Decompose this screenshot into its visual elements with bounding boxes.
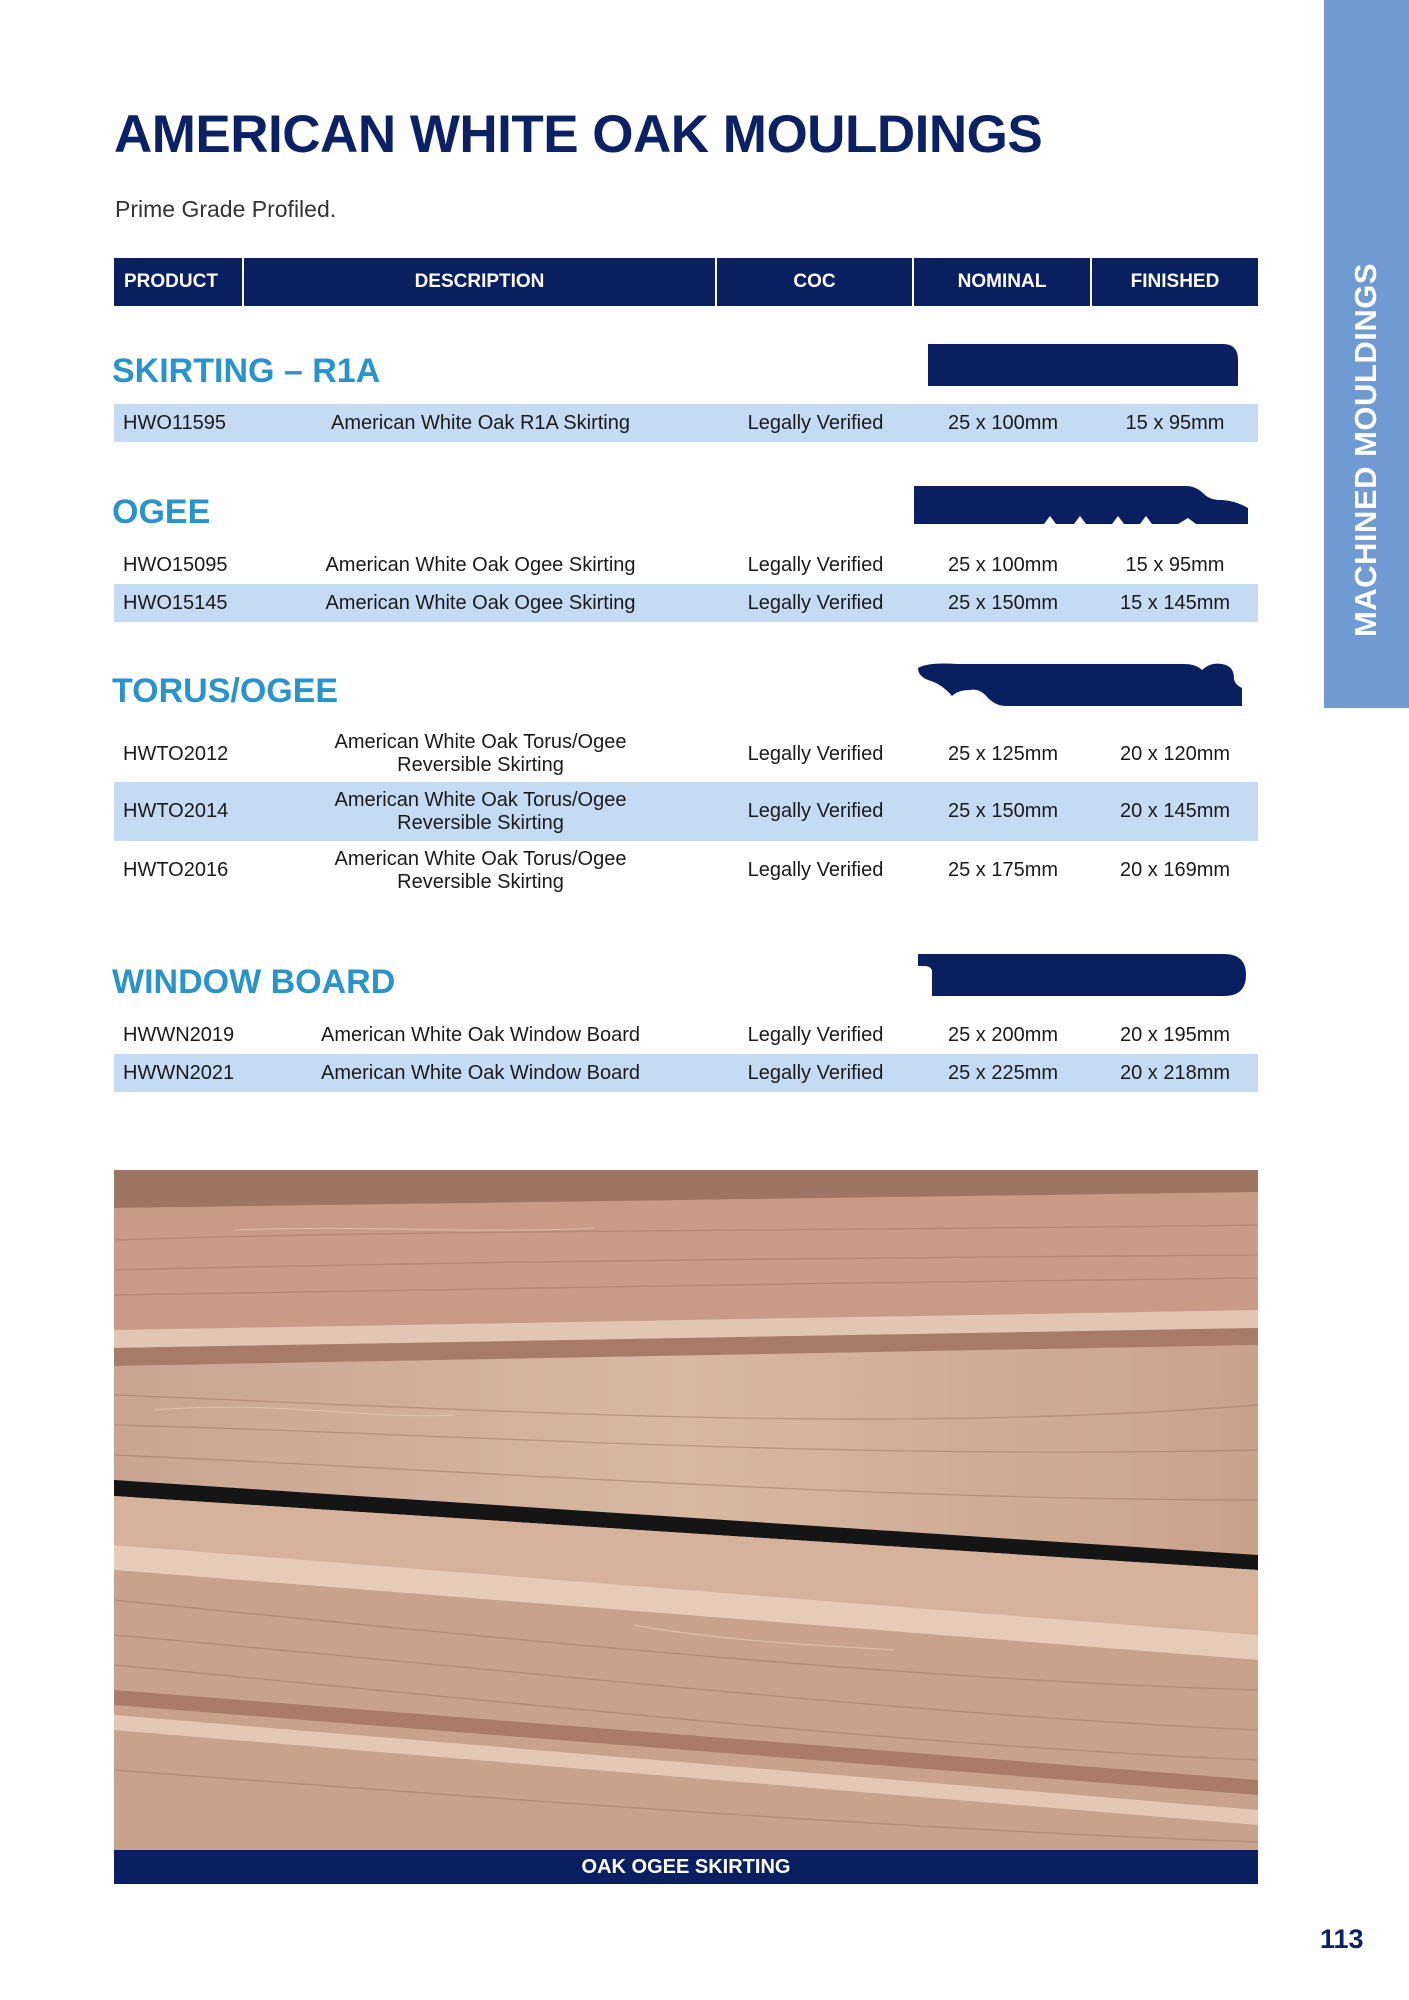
cell-nominal: 25 x 150mm	[947, 800, 1059, 822]
cell-finished: 15 x 95mm	[1125, 411, 1225, 434]
table-row	[114, 584, 1258, 622]
cell-coc: Legally Verified	[747, 411, 884, 434]
section-title-torus-ogee: TORUS/OGEE	[112, 672, 339, 710]
description-line: Reversible Skirting	[397, 754, 564, 776]
cell-description: American White Oak Ogee Skirting	[325, 553, 636, 576]
cell-finished: 20 x 169mm	[1119, 859, 1231, 881]
cell-finished: 20 x 120mm	[1119, 742, 1231, 765]
page-subtitle: Prime Grade Profiled.	[115, 196, 337, 222]
table-row	[114, 1016, 1258, 1054]
cell-nominal: 25 x 100mm	[947, 553, 1059, 576]
cell-product: HWWN2019	[123, 1023, 235, 1046]
cell-coc: Legally Verified	[747, 591, 884, 614]
cell-nominal: 25 x 100mm	[947, 411, 1059, 434]
table-row	[114, 782, 1258, 841]
cell-description	[244, 789, 717, 835]
header-description: DESCRIPTION	[244, 258, 717, 306]
cell-finished: 20 x 218mm	[1119, 1061, 1231, 1084]
cell-product: HWTO2016	[123, 859, 229, 881]
description-line: American White Oak Torus/Ogee	[334, 731, 627, 753]
wood-grain-illustration	[114, 1170, 1258, 1850]
cell-description: American White Oak Window Board	[320, 1023, 640, 1046]
cell-product: HWWN2021	[123, 1061, 235, 1084]
section-title-skirting: SKIRTING – R1A	[112, 352, 381, 390]
side-tab	[1324, 0, 1409, 708]
cell-nominal: 25 x 150mm	[947, 591, 1059, 614]
cell-description: American White Oak Ogee Skirting	[325, 591, 636, 614]
cell-product: HWTO2014	[123, 800, 229, 822]
skirting-profile-icon	[928, 344, 1238, 386]
cell-coc: Legally Verified	[747, 553, 884, 576]
cell-finished: 20 x 145mm	[1119, 800, 1231, 822]
oak-skirting-photo	[114, 1170, 1258, 1850]
table-header	[114, 258, 1258, 306]
header-finished: FINISHED	[1130, 271, 1220, 292]
page-number: 113	[1320, 1924, 1364, 1954]
window-board-profile-icon	[918, 954, 1246, 996]
photo-caption: OAK OGEE SKIRTING	[114, 1850, 1258, 1884]
description-line: Reversible Skirting	[397, 870, 564, 893]
cell-description	[244, 731, 717, 777]
table-row	[114, 404, 1258, 442]
header-coc: COC	[717, 258, 914, 306]
cell-product: HWO11595	[123, 411, 227, 434]
cell-nominal: 25 x 200mm	[947, 1023, 1059, 1046]
cell-finished: 15 x 145mm	[1119, 591, 1231, 614]
cell-nominal: 25 x 175mm	[947, 859, 1059, 881]
cell-product: HWO15145	[123, 591, 228, 614]
table-row	[114, 726, 1258, 782]
section-title-ogee: OGEE	[112, 493, 211, 531]
section-title-window-board: WINDOW BOARD	[112, 963, 396, 1001]
side-tab-label: MACHINED MOULDINGS	[1348, 262, 1383, 638]
cell-description: American White Oak R1A Skirting	[331, 411, 630, 434]
cell-product: HWTO2012	[123, 742, 229, 765]
cell-coc: Legally Verified	[747, 742, 884, 765]
page-title: AMERICAN WHITE OAK MOULDINGS	[114, 105, 1043, 164]
cell-description	[244, 848, 717, 894]
description-line: American White Oak Torus/Ogee	[334, 788, 627, 811]
description-line: American White Oak Torus/Ogee	[334, 847, 627, 870]
torus-ogee-profile-icon	[918, 662, 1244, 706]
cell-description: American White Oak Window Board	[320, 1061, 640, 1084]
description-line: Reversible Skirting	[397, 811, 564, 834]
cell-finished: 20 x 195mm	[1119, 1023, 1231, 1046]
table-row	[114, 841, 1258, 900]
header-nominal: NOMINAL	[914, 258, 1092, 306]
cell-coc: Legally Verified	[747, 800, 884, 822]
table-row	[114, 546, 1258, 584]
cell-nominal: 25 x 225mm	[947, 1061, 1059, 1084]
cell-nominal: 25 x 125mm	[947, 742, 1059, 765]
cell-finished: 15 x 95mm	[1125, 553, 1225, 576]
ogee-profile-icon	[914, 486, 1248, 526]
cell-coc: Legally Verified	[747, 1061, 884, 1084]
cell-coc: Legally Verified	[747, 859, 884, 881]
header-product: PRODUCT	[114, 258, 244, 306]
table-row	[114, 1054, 1258, 1092]
cell-product: HWO15095	[123, 553, 228, 576]
cell-coc: Legally Verified	[747, 1023, 884, 1046]
